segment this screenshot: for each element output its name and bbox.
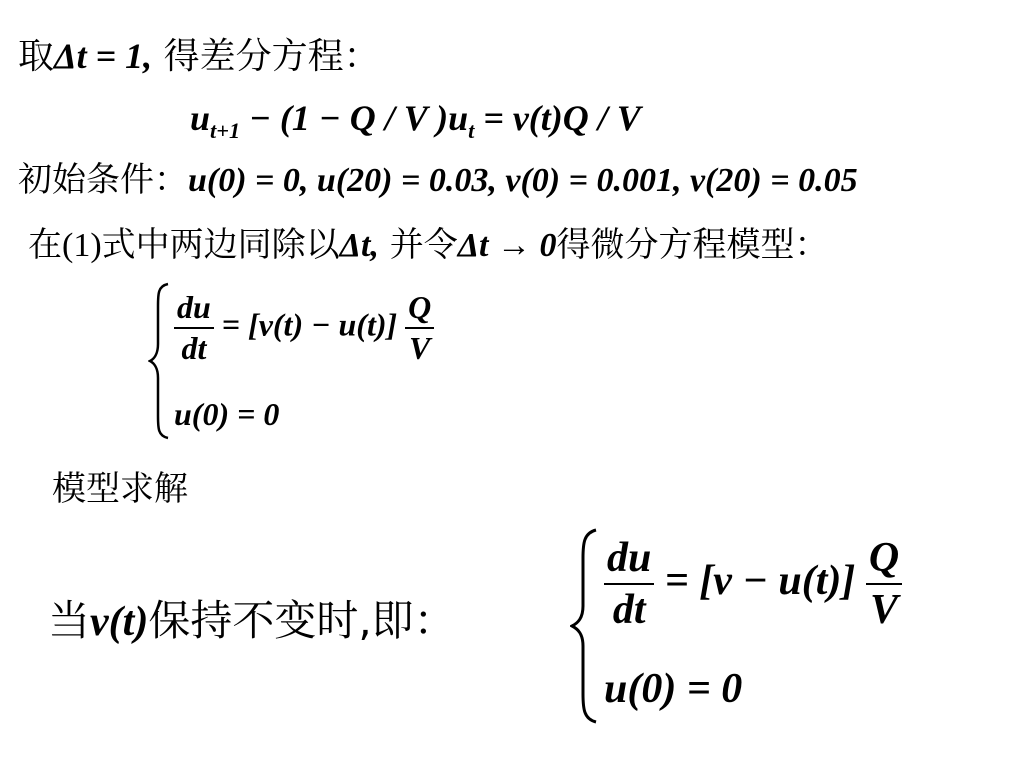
- intro-lead: 取: [18, 36, 55, 77]
- system1-v: V: [409, 330, 431, 367]
- system2-dt: dt: [612, 587, 646, 634]
- eq-rhs: = v(t)Q / V: [474, 98, 641, 138]
- system1-initial: u(0) = 0: [174, 396, 280, 432]
- eq-middle: − (1 − Q / V ): [240, 98, 449, 138]
- system2-middle: = [v − u(t)]: [664, 557, 856, 604]
- system1-du: du: [174, 290, 214, 329]
- derive-ref: (1): [62, 227, 102, 264]
- system1-q: Q: [405, 290, 434, 329]
- system1-qv: [405, 290, 434, 366]
- init-label: 初始条件：: [18, 160, 188, 200]
- system1-dt: dt: [181, 330, 207, 367]
- case-lead: 当: [48, 596, 91, 645]
- derive-c: 并令: [389, 225, 458, 265]
- system2-du: du: [604, 535, 654, 585]
- system2-qv: [866, 535, 902, 633]
- difference-equation: [190, 100, 641, 142]
- system2-brace: [570, 528, 600, 724]
- derive-b: 式中两边同除以: [101, 225, 340, 265]
- init-values: u(0) = 0, u(20) = 0.03, v(0) = 0.001, v(20) = 0.05: [188, 162, 858, 199]
- derive-limit: Δt → 0: [457, 227, 557, 264]
- derive-dt: Δt,: [339, 227, 379, 264]
- system2-q: Q: [866, 535, 902, 585]
- intro-tail: 得差分方程：: [163, 36, 380, 77]
- system1-derivative: [174, 290, 214, 366]
- solve-heading: 模型求解: [52, 469, 188, 509]
- constant-case: [48, 596, 456, 645]
- system2-initial: u(0) = 0: [604, 666, 743, 712]
- initial-conditions: [18, 160, 858, 200]
- system2-derivative: [604, 535, 654, 633]
- derive-d: 得微分方程模型：: [556, 225, 829, 265]
- difference-intro: [18, 38, 380, 75]
- system1-brace: [148, 282, 172, 440]
- eq-sub-t1: t+1: [210, 117, 241, 143]
- derivation-text: [28, 225, 829, 265]
- eq-sub-t: t: [468, 117, 475, 143]
- derive-a: 在: [28, 225, 62, 265]
- intro-dt: Δt = 1,: [54, 36, 153, 76]
- system1-ode: [174, 290, 434, 366]
- system2-v: V: [870, 587, 899, 634]
- case-text: 保持不变时,即：: [148, 596, 456, 645]
- eq-u2: u: [448, 98, 469, 138]
- system2-ode: [604, 535, 902, 633]
- case-vt: v(t): [90, 599, 149, 645]
- system1-middle: = [v(t) − u(t)]: [221, 306, 398, 343]
- eq-u: u: [190, 98, 211, 138]
